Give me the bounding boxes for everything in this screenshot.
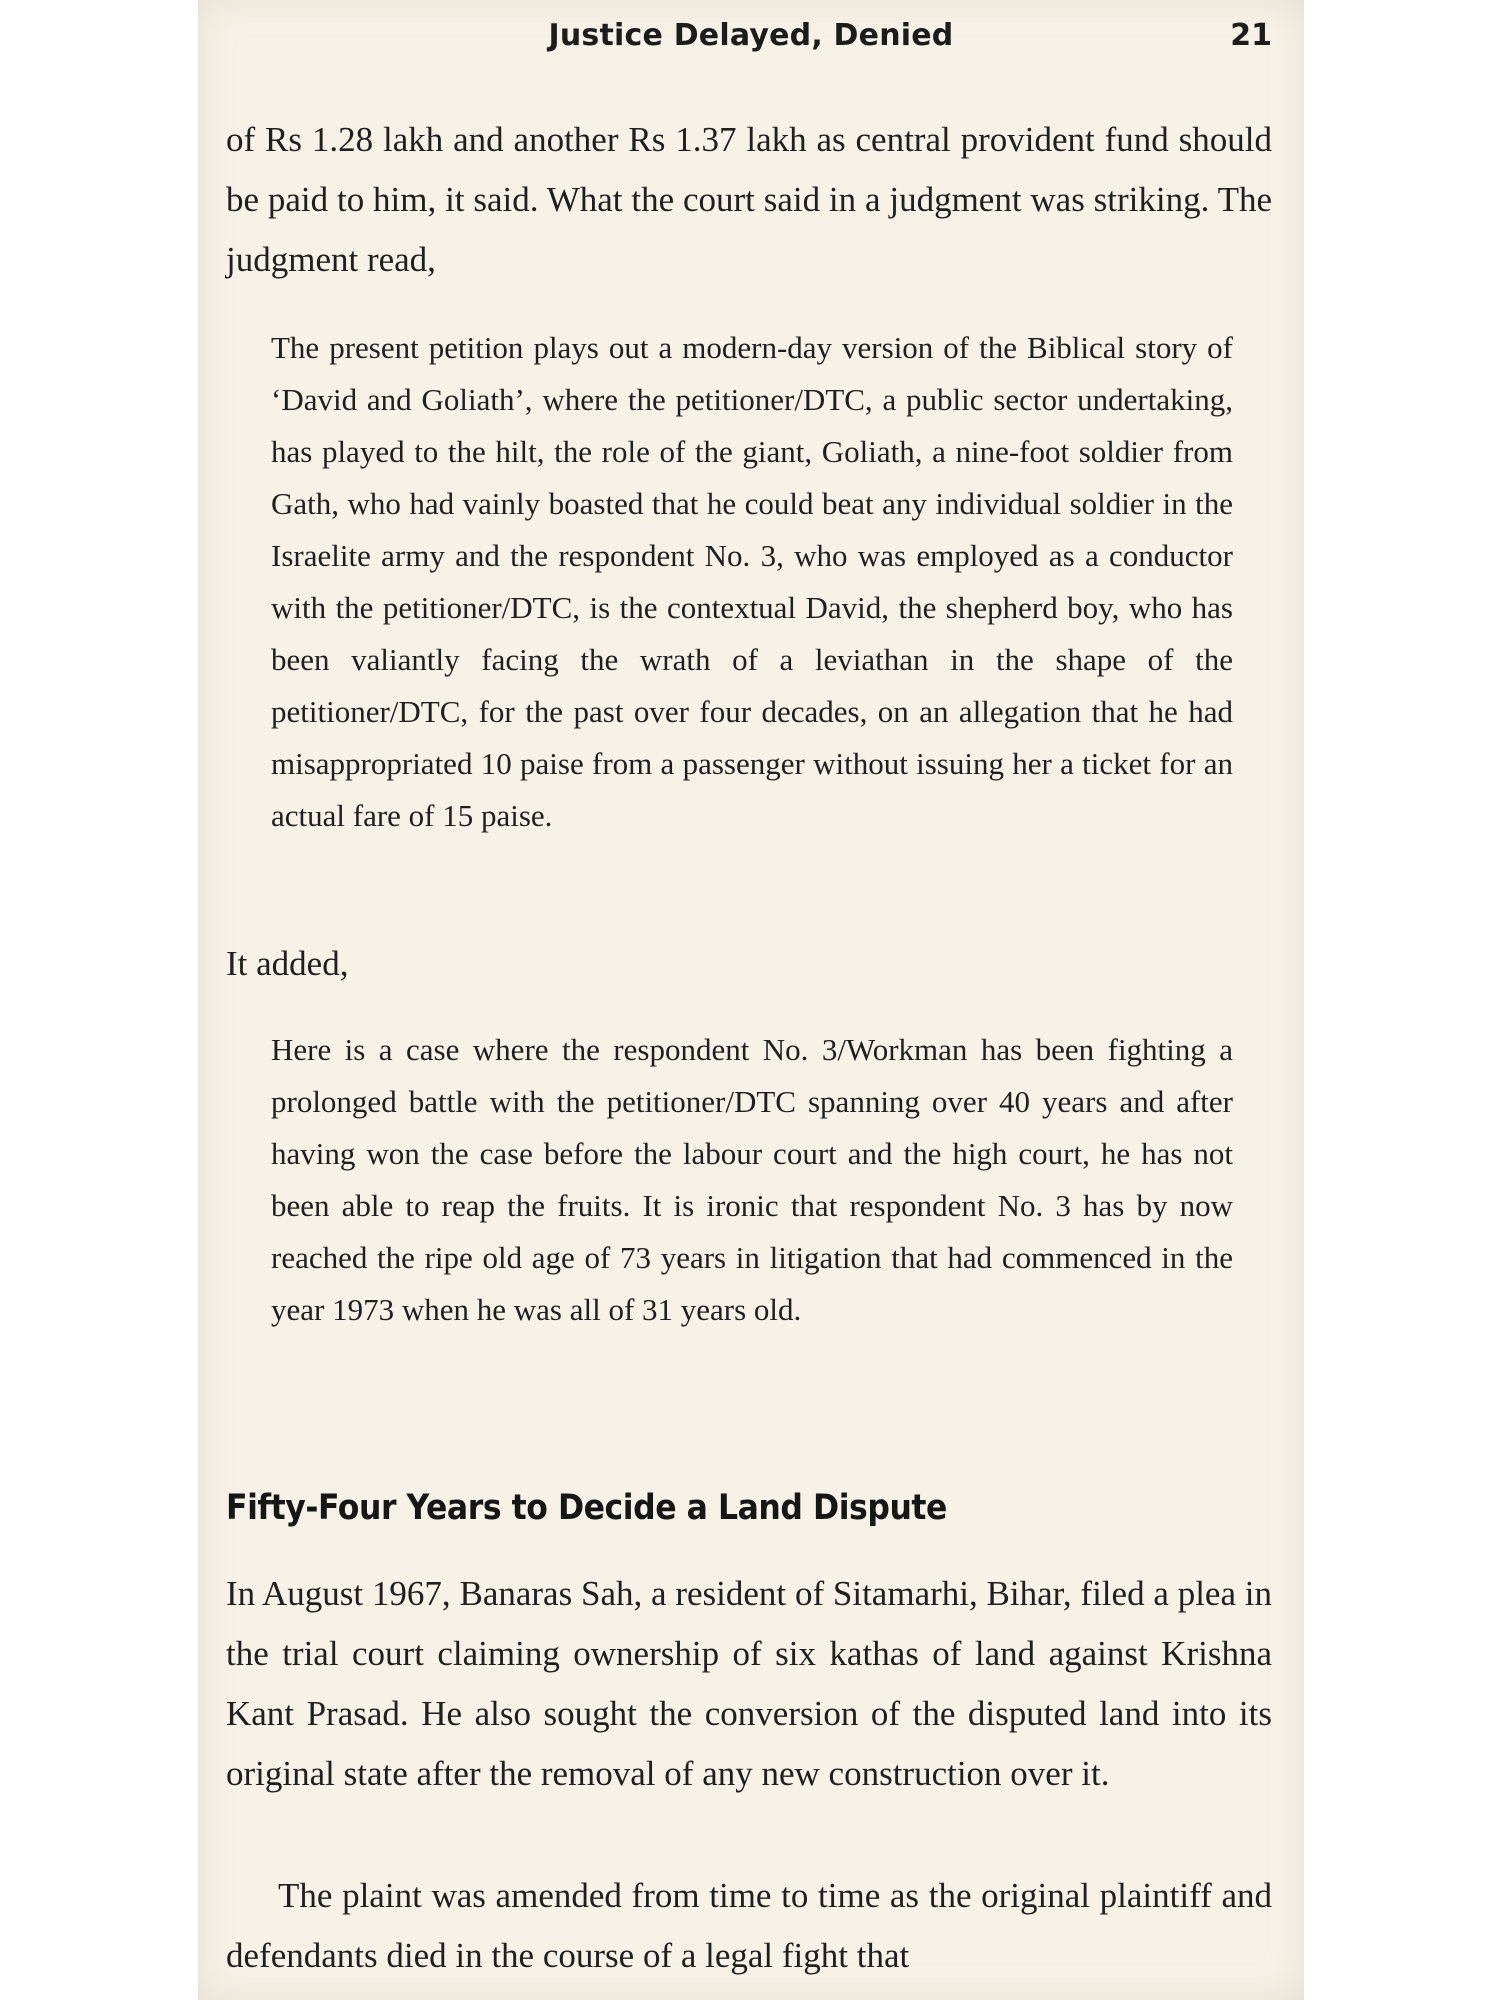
- paragraph-intro: of Rs 1.28 lakh and another Rs 1.37 lakh as central provident fund should be paid to him, it said. What the court said in a judgment was striking. The judgment read,: [226, 120, 1272, 279]
- page-number: 21: [1230, 18, 1272, 53]
- running-title: Justice Delayed, Denied: [548, 18, 954, 53]
- paragraph-land-dispute: In August 1967, Banaras Sah, a resident of Sitamarhi, Bihar, filed a plea in the trial court claiming ownership of six kathas of land against Krishna Kant Prasad. He also sought the conversion of the disputed land into its original state after the removal of any new construction over it.: [226, 1574, 1272, 1793]
- section-heading: Fifty-Four Years to Decide a Land Dispute: [226, 1488, 947, 1528]
- block-quote-david-goliath: The present petition plays out a modern-day version of the Biblical story of ‘David and Goliath’, where the petitioner/DTC, a public sector undertaking, has played to the hilt, the role of the giant, Goliath, a nine-foot soldier from Gath, who had vainly boasted that he could beat any individual soldier in the Israelite army and the respondent No. 3, who was employed as a conductor with the petitioner/DTC, is the contextual David, the shepherd boy, who has been valiantly facing the wrath of a leviathan in the shape of the petitioner/DTC, for the past over four decades, on an allegation that he had misappropriated 10 paise from a passenger without issuing her a ticket for an actual fare of 15 paise.: [271, 330, 1233, 833]
- paragraph-plaint: The plaint was amended from time to time as the original plaintiff and defendants died in the course of a legal fight that: [226, 1876, 1272, 1975]
- paragraph-it-added: It added,: [226, 944, 349, 983]
- book-page: [198, 0, 1304, 2000]
- block-quote-workman: Here is a case where the respondent No. 3/Workman has been fighting a prolonged battle with the petitioner/DTC spanning over 40 years and after having won the case before the labour court and the high court, he has not been able to reap the fruits. It is ironic that respondent No. 3 has by now reached the ripe old age of 73 years in litigation that had commenced in the year 1973 when he was all of 31 years old.: [271, 1032, 1233, 1327]
- running-header: [198, 14, 1304, 58]
